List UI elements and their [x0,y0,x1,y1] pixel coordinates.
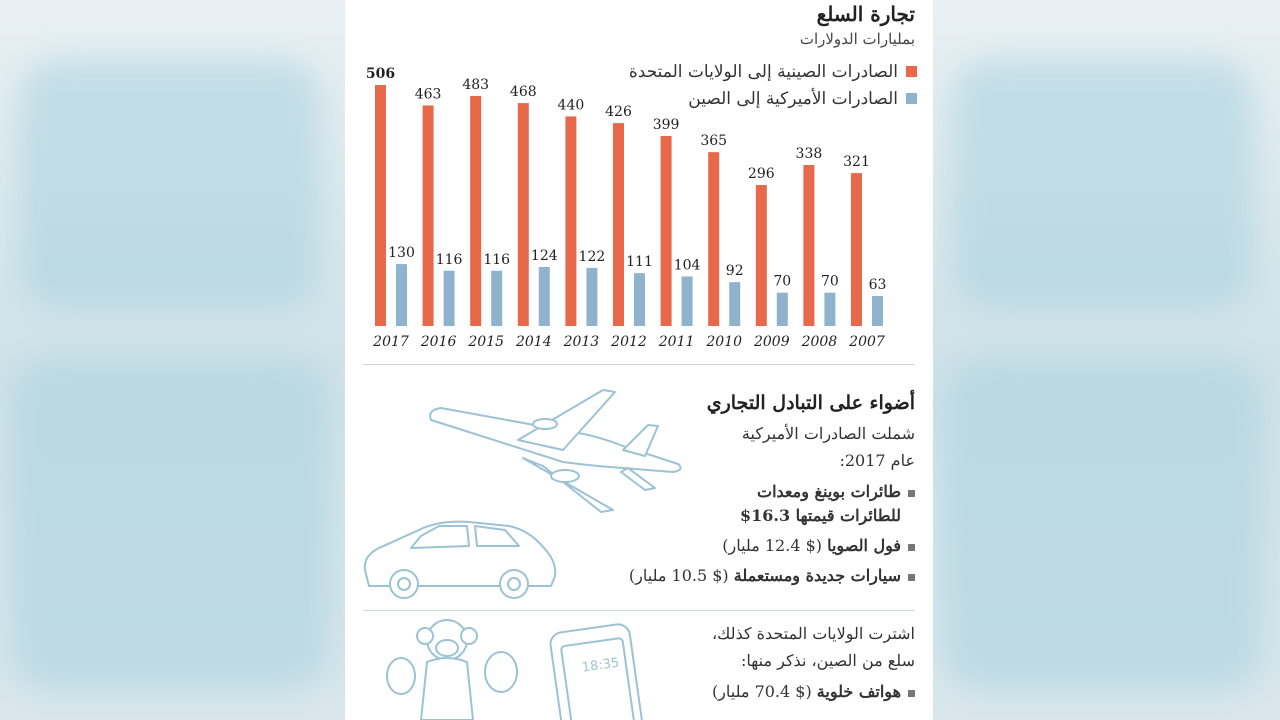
x-tick-label: 2014 [515,334,552,350]
chart-title: تجارة السلع [816,2,915,26]
background-left [0,0,345,720]
x-tick-label: 2009 [753,334,790,350]
data-label: 468 [509,84,537,101]
bullet-square-icon [908,544,915,551]
data-label: 63 [868,276,887,293]
section-intro-line: عام 2017: [839,451,915,470]
section-intro [615,620,915,674]
bar-us-exports [491,271,502,326]
x-tick-label: 2017 [373,334,409,350]
car-illustration [359,512,559,607]
phone-time-text: 18:35 [581,655,621,676]
bar-us-exports [824,293,835,326]
divider [363,364,915,365]
x-tick-label: 2007 [849,334,885,350]
bar-china-exports [661,136,672,326]
toy-monkey-illustration [385,614,525,720]
section-intro-line: شملت الصادرات الأميركية [741,424,915,443]
bar-china-exports [518,103,529,326]
bar-us-exports [634,273,645,326]
bar-china-exports [851,173,862,326]
bullet-square-icon [908,574,915,581]
bar-china-exports [375,85,386,326]
data-label: 365 [700,133,728,150]
x-tick-label: 2012 [611,334,647,350]
data-label: 122 [578,248,606,265]
list-item-text-line: للطائرات قيمتها 16.3$ [739,506,901,525]
bullet-square-icon [908,690,915,697]
list-item [615,534,915,558]
bar-china-exports [423,105,434,326]
list-item-value: ($ 10.5 مليار) [628,566,734,585]
list-item-text [712,680,901,704]
data-label: 463 [414,86,442,103]
list-item-bold: فول الصويا [827,536,901,555]
data-label: 321 [843,154,870,171]
data-label: 399 [652,116,680,133]
background-right [933,0,1280,720]
us-imports-section [615,620,915,704]
x-tick-label: 2013 [563,334,600,350]
airplane-illustration [423,380,693,520]
bar-china-exports [708,152,719,326]
chart-subtitle: بمليارات الدولارات [799,30,915,48]
data-label: 70 [773,273,792,290]
data-label: 296 [747,166,775,183]
data-label: 483 [462,76,490,93]
divider [363,610,915,611]
list-item-bold: سيارات جديدة ومستعملة [733,566,901,585]
list-item-text [740,480,901,528]
list-item-bold: هواتف خلوية [816,682,901,701]
data-label: 440 [557,97,585,114]
data-label: 426 [605,104,632,121]
infographic-panel [345,0,933,720]
bar-us-exports [682,276,693,326]
bar-us-exports [872,296,883,326]
bar-us-exports [586,268,597,326]
bar-chart [345,60,933,360]
bar-us-exports [729,282,740,326]
bar-us-exports [539,267,550,326]
list-item-text [629,564,901,588]
data-label: 338 [795,146,823,163]
section-intro-line: اشترت الولايات المتحدة كذلك، [712,624,915,643]
data-label: 111 [626,254,653,271]
list-item [615,564,915,588]
list-item-text-line: طائرات بوينغ ومعدات [757,482,901,501]
data-label: 92 [725,263,744,280]
data-label: 104 [673,257,701,274]
list-item-value: ($ 70.4 مليار) [711,682,817,701]
x-tick-label: 2011 [658,334,695,350]
data-label: 506 [365,66,396,82]
legend-label-us: الصادرات الأميركية إلى الصين [688,88,898,109]
x-tick-label: 2015 [468,334,505,350]
bar-china-exports [470,96,481,326]
list-item [615,680,915,704]
smartphone-illustration [545,614,655,720]
data-label: 124 [530,247,558,264]
data-label: 116 [483,251,511,268]
section-title: أضواء على التبادل التجاري [706,392,915,414]
data-label: 130 [388,245,415,262]
bar-us-exports [777,293,788,326]
bar-us-exports [396,264,407,326]
list-item-value: ($ 12.4 مليار) [722,536,828,555]
data-label: 70 [820,273,839,290]
section-intro-line: سلع من الصين، نذكر منها: [740,651,915,670]
legend-label-china: الصادرات الصينية إلى الولايات المتحدة [628,61,898,82]
bar-china-exports [756,185,767,326]
data-label: 116 [435,251,463,268]
bar-china-exports [565,116,576,326]
list-item-text [722,534,901,558]
bar-china-exports [613,123,624,326]
x-tick-label: 2016 [420,334,457,350]
bar-us-exports [444,271,455,326]
x-tick-label: 2008 [801,334,838,350]
bar-china-exports [803,165,814,326]
bullet-square-icon [908,490,915,497]
x-tick-label: 2010 [706,334,743,350]
